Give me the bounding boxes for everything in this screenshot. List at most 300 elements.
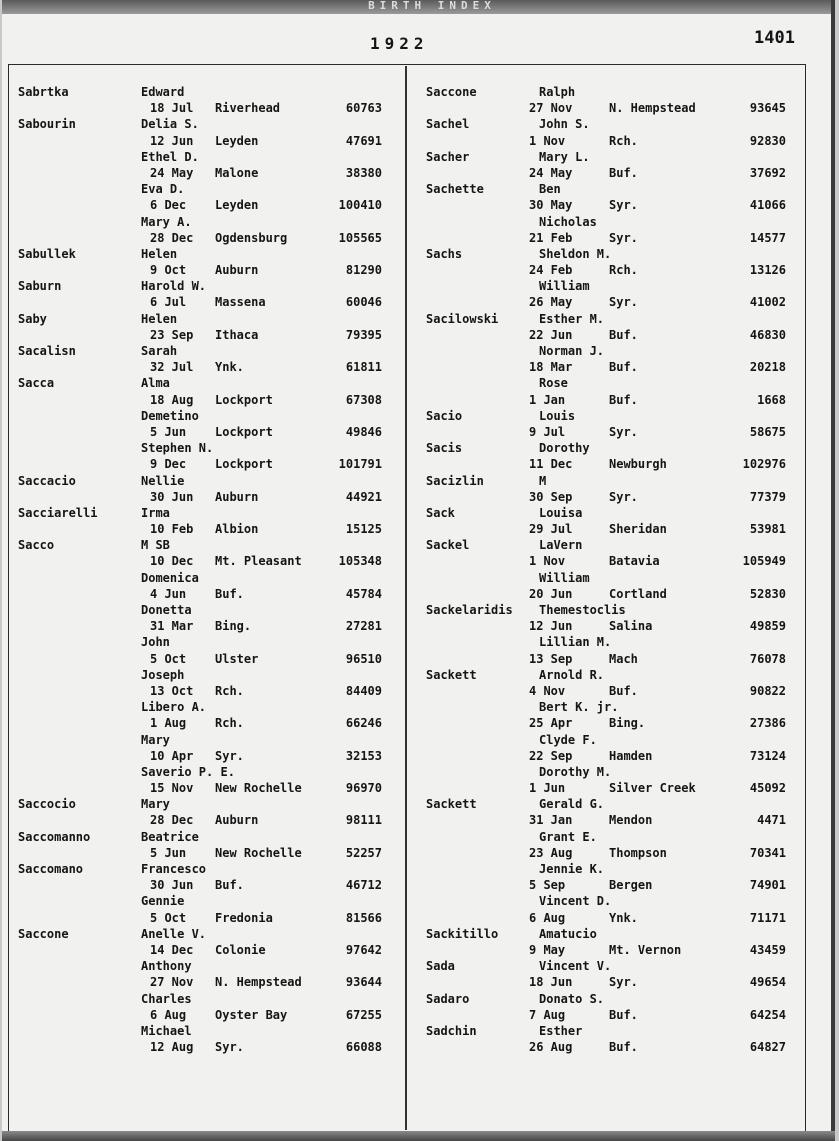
index-line [18,942,398,958]
index-line [426,230,786,246]
birth-date-text: 29 Jul [529,522,573,537]
birth-place-text: Buf. [609,165,638,180]
index-line [426,570,786,586]
certificate-number-text: 98111 [345,813,382,828]
index-line [18,893,398,909]
index-line [18,214,398,230]
birth-place-text: Malone [215,165,259,180]
index-line [426,521,786,537]
index-line [18,165,398,181]
birth-date-text: 9 Jul [529,424,566,439]
given-name-text: Norman J. [539,344,605,358]
surname-text: Sabullek [18,246,76,261]
birth-place-text: Buf. [609,683,638,698]
certificate-number-text: 101791 [338,457,382,472]
certificate-number-text: 67255 [345,1007,382,1022]
birth-date-text: 13 Sep [529,651,573,666]
birth-date-text: 5 Jun [150,845,187,860]
certificate-number-text: 27386 [749,716,786,731]
birth-place-text: Syr. [609,424,638,439]
birth-date-text: 6 Aug [529,910,566,925]
birth-place-text: Sheridan [609,522,667,537]
index-line [18,553,398,569]
index-line [426,780,786,796]
index-line [18,473,398,489]
index-line [426,116,786,132]
certificate-number-text: 20218 [749,360,786,375]
birth-date-text: 18 Aug [150,392,194,407]
given-name-text: M SB [141,538,170,553]
index-line [426,877,786,893]
given-name-text: Nicholas [539,214,597,229]
index-line [426,715,786,731]
certificate-number-text: 53981 [749,522,786,537]
certificate-number-text: 43459 [749,942,786,957]
birth-date-text: 27 Nov [150,975,194,990]
surname-text: Sachette [426,182,484,197]
index-line [426,84,786,100]
index-page [2,0,835,1141]
index-line [18,327,398,343]
given-name-text: Bert K. jr. [539,700,619,715]
birth-place-text: New Rochelle [215,781,302,796]
given-name-text: William [539,279,590,294]
index-line [426,149,786,165]
index-line [18,634,398,650]
birth-date-text: 6 Dec [150,198,187,213]
birth-place-text: Lockport [215,424,273,439]
index-line [18,489,398,505]
birth-place-text: Salina [609,619,653,634]
birth-place-text: Newburgh [609,457,667,472]
index-line [426,634,786,650]
index-line [426,489,786,505]
surname-text: Sacilowski [426,311,499,326]
surname-text: Saccone [426,85,477,99]
certificate-number-text: 15125 [345,522,382,537]
surname-text: Sackett [426,797,477,812]
surname-text: Sacizlin [426,473,484,488]
given-name-text: Michael [141,1023,192,1038]
index-line [426,408,786,424]
right-column [426,84,786,1055]
birth-place-text: Mendon [609,813,653,828]
given-name-text: Helen [141,246,178,261]
certificate-number-text: 47691 [345,133,382,148]
birth-place-text: Cortland [609,586,667,601]
birth-place-text: Syr. [609,975,638,990]
given-name-text: Gennie [141,894,185,909]
certificate-number-text: 100410 [338,198,382,213]
birth-place-text: Buf. [609,1007,638,1022]
index-line [426,375,786,391]
certificate-number-text: 32153 [345,748,382,763]
certificate-number-text: 97642 [345,942,382,957]
certificate-number-text: 77379 [749,489,786,504]
index-line [18,732,398,748]
birth-date-text: 12 Aug [150,1040,194,1055]
index-line [426,910,786,926]
birth-date-text: 4 Nov [529,683,566,698]
index-line [426,440,786,456]
given-name-text: Helen [141,311,178,326]
index-line [18,262,398,278]
birth-date-text: 6 Jul [150,295,187,310]
index-line [426,861,786,877]
index-line [426,553,786,569]
index-line [426,294,786,310]
given-name-text: Francesco [141,862,207,876]
index-line [18,84,398,100]
index-line [18,181,398,197]
surname-text: Sack [426,505,455,520]
birth-place-text: Auburn [215,813,259,828]
birth-date-text: 12 Jun [529,619,573,634]
index-line [18,570,398,586]
birth-place-text: Ulster [215,651,259,666]
certificate-number-text: 102976 [742,457,786,472]
birth-place-text: Lockport [215,392,273,407]
birth-date-text: 24 May [529,165,573,180]
birth-place-text: Ithaca [215,327,259,342]
index-line [18,877,398,893]
birth-place-text: N. Hempstead [215,975,302,990]
given-name-text: Joseph [141,667,185,682]
index-line [18,505,398,521]
certificate-number-text: 52830 [749,586,786,601]
left-column [18,84,398,1055]
given-name-text: Saverio P. E. [141,764,235,779]
surname-text: Sacio [426,408,463,423]
certificate-number-text: 76078 [749,651,786,666]
certificate-number-text: 60763 [345,101,382,116]
certificate-number-text: 14577 [749,230,786,245]
birth-date-text: 31 Jan [529,813,573,828]
birth-place-text: Rch. [215,683,244,698]
index-line [18,764,398,780]
given-name-text: Stephen N. [141,441,214,456]
surname-text: Sackitillo [426,926,499,941]
given-name-text: Mary [141,797,170,812]
index-line [18,424,398,440]
certificate-number-text: 4471 [757,813,786,828]
index-line [18,910,398,926]
birth-place-text: Syr. [609,489,638,504]
birth-place-text: Buf. [215,586,244,601]
birth-place-text: Ynk. [215,360,244,375]
certificate-number-text: 27281 [345,619,382,634]
certificate-number-text: 81566 [345,910,382,925]
given-name-text: Rose [539,376,568,391]
index-line [18,278,398,294]
birth-date-text: 5 Oct [150,910,187,925]
given-name-text: Lillian M. [539,635,612,650]
given-name-text: Domenica [141,570,199,585]
index-line [18,586,398,602]
certificate-number-text: 73124 [749,748,786,763]
surname-text: Sackel [426,538,470,553]
index-line [426,214,786,230]
page-number: 1401 [754,28,795,48]
certificate-number-text: 66088 [345,1040,382,1055]
certificate-number-text: 93645 [749,101,786,116]
surname-text: Sacher [426,149,470,164]
surname-text: Saccomanno [18,829,91,844]
given-name-text: Grant E. [539,829,597,844]
given-name-text: Nellie [141,473,185,488]
certificate-number-text: 38380 [345,165,382,180]
birth-date-text: 9 Dec [150,457,187,472]
birth-date-text: 30 Sep [529,489,573,504]
index-line [426,1039,786,1055]
given-name-text: Mary A. [141,214,192,229]
index-line [426,537,786,553]
given-name-text: Eva D. [141,182,185,197]
birth-date-text: 26 Aug [529,1040,573,1055]
surname-text: Sachel [426,117,470,132]
birth-place-text: Thompson [609,845,667,860]
index-line [426,165,786,181]
surname-text: Sabourin [18,117,76,132]
index-line [426,1023,786,1039]
surname-text: Saccacio [18,473,76,488]
index-line [18,456,398,472]
birth-place-text: Auburn [215,489,259,504]
birth-date-text: 7 Aug [529,1007,566,1022]
birth-date-text: 21 Feb [529,230,573,245]
certificate-number-text: 79395 [345,327,382,342]
certificate-number-text: 66246 [345,716,382,731]
index-line [18,359,398,375]
index-line [18,699,398,715]
birth-date-text: 1 Jan [529,392,566,407]
birth-date-text: 23 Aug [529,845,573,860]
index-line [426,505,786,521]
index-line [18,521,398,537]
given-name-text: Beatrice [141,829,199,844]
birth-date-text: 26 May [529,295,573,310]
given-name-text: Ethel D. [141,149,199,164]
surname-text: Sackett [426,667,477,682]
certificate-number-text: 81290 [345,263,382,278]
birth-date-text: 1 Aug [150,716,187,731]
certificate-number-text: 52257 [345,845,382,860]
birth-place-text: Rch. [609,133,638,148]
birth-place-text: Buf. [609,1040,638,1055]
index-line [18,780,398,796]
certificate-number-text: 41002 [749,295,786,310]
birth-place-text: Ynk. [609,910,638,925]
index-line [426,926,786,942]
index-line [426,181,786,197]
index-line [18,618,398,634]
index-line [426,197,786,213]
certificate-number-text: 74901 [749,878,786,893]
birth-date-text: 20 Jun [529,586,573,601]
birth-place-text: Mt. Vernon [609,942,682,957]
birth-place-text: Buf. [609,392,638,407]
surname-text: Saccocio [18,797,76,812]
birth-place-text: Colonie [215,942,266,957]
birth-place-text: Rch. [215,716,244,731]
index-line [426,343,786,359]
given-name-text: William [539,570,590,585]
given-name-text: Demetino [141,408,199,423]
certificate-number-text: 41066 [749,198,786,213]
index-line [18,748,398,764]
birth-place-text: Hamden [609,748,653,763]
birth-place-text: Buf. [609,360,638,375]
index-line [18,537,398,553]
index-line [18,683,398,699]
birth-date-text: 11 Dec [529,457,573,472]
given-name-text: LaVern [539,538,583,553]
index-line [18,974,398,990]
birth-date-text: 23 Sep [150,327,194,342]
given-name-text: Vincent D. [539,894,612,909]
birth-place-text: Fredonia [215,910,273,925]
birth-place-text: Syr. [609,230,638,245]
certificate-number-text: 46712 [345,878,382,893]
index-line [426,602,786,618]
birth-date-text: 14 Dec [150,942,194,957]
birth-date-text: 1 Jun [529,781,566,796]
index-line [18,116,398,132]
given-name-text: Esther [539,1023,583,1038]
certificate-number-text: 71171 [749,910,786,925]
birth-date-text: 15 Nov [150,781,194,796]
index-line [426,133,786,149]
birth-place-text: Riverhead [215,101,281,116]
birth-date-text: 10 Dec [150,554,194,569]
index-line [18,375,398,391]
index-line [426,473,786,489]
index-line [426,845,786,861]
birth-date-text: 9 Oct [150,263,187,278]
birth-place-text: Batavia [609,554,660,569]
index-line [18,343,398,359]
index-line [18,991,398,1007]
birth-date-text: 30 May [529,198,573,213]
index-line [426,991,786,1007]
index-line [18,829,398,845]
birth-date-text: 30 Jun [150,489,194,504]
certificate-number-text: 45784 [345,586,382,601]
index-line [18,440,398,456]
index-line [426,424,786,440]
birth-place-text: Bergen [609,878,653,893]
index-line [426,327,786,343]
index-line [18,311,398,327]
given-name-text: Sarah [141,344,178,358]
birth-place-text: Mt. Pleasant [215,554,302,569]
index-line [18,651,398,667]
birth-place-text: Bing. [609,716,646,731]
given-name-text: Mary L. [539,149,590,164]
certificate-number-text: 49859 [749,619,786,634]
birth-place-text: Oyster Bay [215,1007,288,1022]
index-line [18,845,398,861]
birth-date-text: 12 Jun [150,133,194,148]
given-name-text: Edward [141,85,185,99]
certificate-number-text: 105565 [338,230,382,245]
surname-text: Saby [18,311,47,326]
certificate-number-text: 96510 [345,651,382,666]
birth-place-text: Mach [609,651,638,666]
given-name-text: Vincent V. [539,959,612,974]
surname-text: Sacciarelli [18,505,98,520]
birth-date-text: 10 Feb [150,522,194,537]
certificate-number-text: 13126 [749,263,786,278]
certificate-number-text: 46830 [749,327,786,342]
index-line [426,278,786,294]
given-name-text: Clyde F. [539,732,597,747]
surname-text: Saccomano [18,862,84,876]
given-name-text: Louisa [539,505,583,520]
index-line [426,748,786,764]
birth-place-text: Buf. [609,327,638,342]
birth-place-text: Ogdensburg [215,230,288,245]
certificate-number-text: 49654 [749,975,786,990]
index-line [18,392,398,408]
index-line [18,861,398,877]
certificate-number-text: 105949 [742,554,786,569]
birth-place-text: N. Hempstead [609,101,696,116]
index-line [18,926,398,942]
given-name-text: M [539,473,547,488]
given-name-text: Donetta [141,603,192,617]
surname-text: Saccone [18,926,69,941]
index-line [18,1023,398,1039]
birth-place-text: Bing. [215,619,252,634]
birth-place-text: New Rochelle [215,845,302,860]
index-line [18,246,398,262]
index-line [18,812,398,828]
index-line [426,942,786,958]
birth-place-text: Rch. [609,263,638,278]
certificate-number-text: 84409 [345,683,382,698]
index-line [18,197,398,213]
index-line [426,958,786,974]
index-line [18,149,398,165]
surname-text: Sachs [426,246,463,261]
surname-text: Sackelaridis [426,603,513,617]
certificate-number-text: 105348 [338,554,382,569]
given-name-text: Mary [141,732,170,747]
index-line [426,359,786,375]
index-line [426,667,786,683]
index-line [426,796,786,812]
given-name-text: Irma [141,505,170,520]
birth-date-text: 32 Jul [150,360,194,375]
index-line [426,246,786,262]
birth-date-text: 30 Jun [150,878,194,893]
birth-place-text: Massena [215,295,266,310]
birth-date-text: 22 Jun [529,327,573,342]
birth-date-text: 25 Apr [529,716,573,731]
certificate-number-text: 60046 [345,295,382,310]
index-line [18,294,398,310]
certificate-number-text: 1668 [757,392,786,407]
bottom-scan-edge [2,1131,835,1141]
surname-text: Sada [426,959,455,974]
birth-place-text: Auburn [215,263,259,278]
birth-date-text: 22 Sep [529,748,573,763]
birth-place-text: Syr. [215,1040,244,1055]
certificate-number-text: 90822 [749,683,786,698]
index-line [18,230,398,246]
birth-date-text: 5 Jun [150,424,187,439]
